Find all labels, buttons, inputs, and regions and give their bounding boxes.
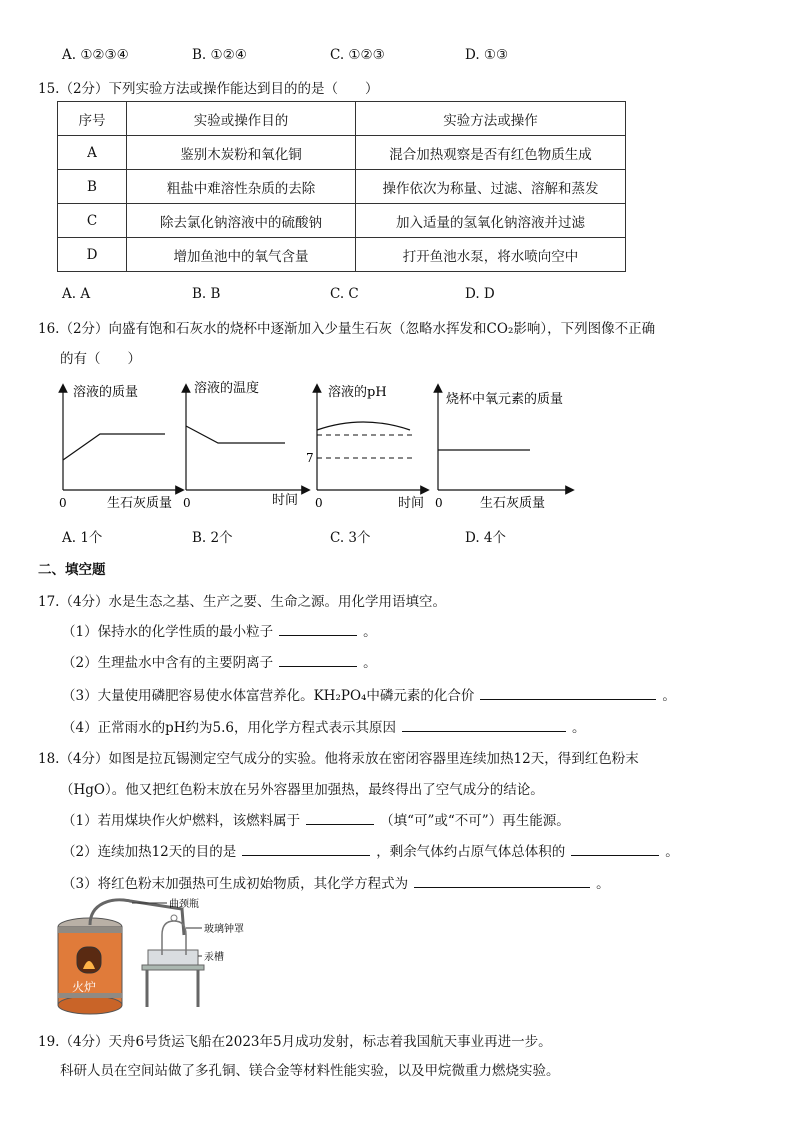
period: 。 <box>665 844 679 860</box>
table-cell: 加入适量的氢氧化钠溶液并过滤 <box>356 204 626 238</box>
table-cell: C <box>58 204 127 238</box>
graph1-ylabel: 溶液的质量 <box>73 385 139 400</box>
q15-option-d: D. D <box>465 286 495 302</box>
table-cell: B <box>58 170 127 204</box>
graph-solution-mass <box>59 384 180 511</box>
q17-part1 <box>62 620 377 640</box>
lavoisier-apparatus-figure <box>52 895 262 1020</box>
q17-part4 <box>62 716 585 736</box>
graph3-origin: 0 <box>315 496 323 510</box>
q16-stem-line2: 的有（ ） <box>60 351 141 367</box>
q18-part3-text: （3）将红色粉末加强热可生成初始物质，其化学方程式为 <box>62 876 409 892</box>
graph4-origin: 0 <box>435 496 443 510</box>
q16-option-d: D. 4个 <box>465 530 507 546</box>
table-cell: D <box>58 238 127 272</box>
q18-stem-line2: （HgO）。他又把红色粉末放在另外容器里加强热，最终得出了空气成分的结论。 <box>60 782 544 798</box>
answer-blank[interactable] <box>242 843 370 856</box>
table-row <box>58 170 626 204</box>
q17-part2 <box>62 651 377 671</box>
period: 。 <box>596 876 610 892</box>
table-row <box>58 136 626 170</box>
table-cell: 鉴别木炭粉和氧化铜 <box>127 136 356 170</box>
section-title: 二、填空题 <box>38 562 106 578</box>
q16-option-b: B. 2个 <box>192 530 233 546</box>
q19-line1: 19.（4分）天舟6号货运飞船在2023年5月成功发射，标志着我国航天事业再进一步。 <box>38 1034 552 1050</box>
answer-blank[interactable] <box>279 654 357 667</box>
q18-stem-line1: 18.（4分）如图是拉瓦锡测定空气成分的实验。他将汞放在密闭容器里连续加热12天，得到红色粉末 <box>38 751 639 767</box>
answer-blank[interactable] <box>414 875 590 888</box>
q15-stem: 15.（2分）下列实验方法或操作能达到目的的是（ ） <box>38 81 379 97</box>
graph1-origin: 0 <box>59 496 67 510</box>
q15-option-a: A. A <box>62 286 91 302</box>
graph2-xlabel: 时间 <box>272 493 299 508</box>
q18-part1-tail: （填“可”或“不可”）再生能源。 <box>380 813 570 829</box>
graph4-xlabel: 生石灰质量 <box>480 496 546 511</box>
table-cell: 打开鱼池水泵，将水喷向空中 <box>356 238 626 272</box>
q17-part1-text: （1）保持水的化学性质的最小粒子 <box>62 624 274 640</box>
answer-blank[interactable] <box>279 623 357 636</box>
mercury-trough-label: 汞槽 <box>204 952 224 963</box>
q15-option-c: C. C <box>330 286 359 302</box>
furnace-label: 火炉 <box>72 980 97 994</box>
q15-option-b: B. B <box>192 286 221 302</box>
period: 。 <box>662 688 676 704</box>
answer-blank[interactable] <box>571 843 659 856</box>
retort-label: 曲颈瓶 <box>169 899 199 910</box>
answer-blank[interactable] <box>480 687 656 700</box>
q17-part3-text: （3）大量使用磷肥容易使水体富营养化。KH₂PO₄中磷元素的化合价 <box>62 688 475 704</box>
q16-option-c: C. 3个 <box>330 530 371 546</box>
graph3-xlabel: 时间 <box>398 496 425 511</box>
period: 。 <box>363 624 377 640</box>
table-cell: 操作依次为称量、过滤、溶解和蒸发 <box>356 170 626 204</box>
q14-option-b: B. ①②④ <box>192 47 247 63</box>
q18-part2 <box>62 840 679 860</box>
q18-part2-mid: ，剩余气体约占原气体总体积的 <box>376 844 566 860</box>
table-cell: 增加鱼池中的氧气含量 <box>127 238 356 272</box>
answer-blank[interactable] <box>402 719 566 732</box>
q18-part1 <box>62 809 570 829</box>
period: 。 <box>363 655 377 671</box>
q16-graphs <box>50 376 590 516</box>
table-cell: 粗盐中难溶性杂质的去除 <box>127 170 356 204</box>
graph3-ylabel: 溶液的pH <box>328 385 387 400</box>
table-row <box>58 238 626 272</box>
graph3-ref-7: 7 <box>306 451 314 465</box>
bell-jar-label: 玻璃钟罩 <box>204 924 244 935</box>
table-cell: 除去氯化钠溶液中的硫酸钠 <box>127 204 356 238</box>
table-header: 实验或操作目的 <box>127 102 356 136</box>
q17-part2-text: （2）生理盐水中含有的主要阴离子 <box>62 655 274 671</box>
graph-solution-temperature <box>183 380 306 510</box>
graph2-ylabel: 溶液的温度 <box>194 381 260 396</box>
graph1-xlabel: 生石灰质量 <box>107 496 173 511</box>
graph2-origin: 0 <box>183 496 191 510</box>
graph4-ylabel: 烧杯中氧元素的质量 <box>446 392 564 407</box>
q14-option-a: A. ①②③④ <box>62 47 129 63</box>
q16-option-a: A. 1个 <box>62 530 103 546</box>
q14-option-d: D. ①③ <box>465 47 509 63</box>
q14-option-c: C. ①②③ <box>330 47 385 63</box>
table-cell: 混合加热观察是否有红色物质生成 <box>356 136 626 170</box>
q18-part3 <box>62 872 610 892</box>
table-row <box>58 204 626 238</box>
q17-part4-text: （4）正常雨水的pH约为5.6，用化学方程式表示其原因 <box>62 720 396 736</box>
q18-part2-text: （2）连续加热12天的目的是 <box>62 844 237 860</box>
q18-part1-text: （1）若用煤块作火炉燃料，该燃料属于 <box>62 813 301 829</box>
graph-solution-ph <box>306 384 425 511</box>
q15-table <box>57 101 626 272</box>
table-header: 序号 <box>58 102 127 136</box>
q17-stem: 17.（4分）水是生态之基、生产之要、生命之源。用化学用语填空。 <box>38 594 447 610</box>
q19-line2: 科研人员在空间站做了多孔铜、镁合金等材料性能实验，以及甲烷微重力燃烧实验。 <box>60 1063 560 1079</box>
q17-part3 <box>62 684 676 704</box>
graph-oxygen-mass <box>435 388 570 511</box>
answer-blank[interactable] <box>306 812 374 825</box>
table-header-row <box>58 102 626 136</box>
table-header: 实验方法或操作 <box>356 102 626 136</box>
period: 。 <box>571 720 586 736</box>
q16-stem-line1: 16.（2分）向盛有饱和石灰水的烧杯中逐渐加入少量生石灰（忽略水挥发和CO₂影响），下列图像不正确 <box>38 321 656 337</box>
table-cell: A <box>58 136 127 170</box>
